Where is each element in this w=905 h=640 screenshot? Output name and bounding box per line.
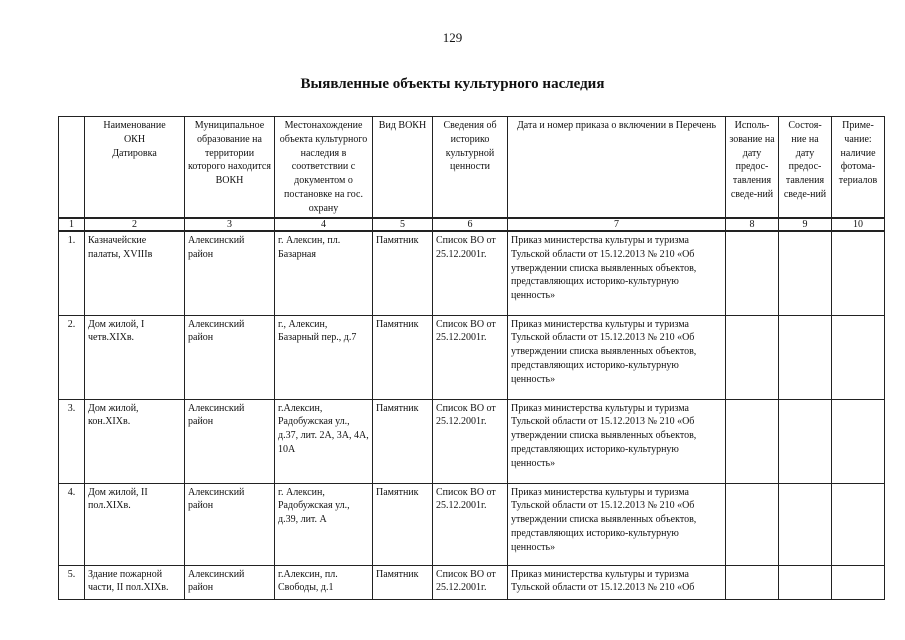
- object-kind: Памятник: [373, 315, 433, 399]
- document-title: Выявленные объекты культурного наследия: [300, 76, 605, 92]
- location: г.Алексин, пл. Свободы, д.1: [275, 565, 373, 599]
- column-number: 2: [85, 218, 185, 232]
- condition: [779, 565, 832, 599]
- column-number: 5: [373, 218, 433, 232]
- column-number: 8: [726, 218, 779, 232]
- location: г., Алексин, Базарный пер., д.7: [275, 315, 373, 399]
- location: г.Алексин, Радобужская ул., д.37, лит. 2А, 3А, 4А, 10А: [275, 399, 373, 483]
- municipality: Алексинский район: [185, 315, 275, 399]
- column-number: 9: [779, 218, 832, 232]
- condition: [779, 399, 832, 483]
- object-name: Казначейские палаты, XVIIIв: [85, 231, 185, 315]
- object-name: Здание пожарной части, II пол.XIXв.: [85, 565, 185, 599]
- note: [832, 565, 885, 599]
- page-number: 129: [442, 30, 463, 45]
- header-cell-municipality: Муниципальное образование на территории которого находится ВОКН: [185, 117, 275, 218]
- municipality: Алексинский район: [185, 231, 275, 315]
- condition: [779, 315, 832, 399]
- object-kind: Памятник: [373, 483, 433, 565]
- note: [832, 315, 885, 399]
- location: г. Алексин, Радобужская ул., д.39, лит. А: [275, 483, 373, 565]
- row-number: 2.: [59, 315, 85, 399]
- municipality: Алексинский район: [185, 565, 275, 599]
- inclusion-order: Приказ министерства культуры и туризма Тульской области от 15.12.2013 № 210 «Об: [508, 565, 726, 599]
- table-row: [59, 565, 885, 599]
- row-number: 4.: [59, 483, 85, 565]
- condition: [779, 231, 832, 315]
- heritage-info: Список ВО от 25.12.2001г.: [433, 315, 508, 399]
- condition: [779, 483, 832, 565]
- header-cell-name: [85, 117, 185, 218]
- table-row: [59, 231, 885, 315]
- row-number: 1.: [59, 231, 85, 315]
- header-cell-location: Местонахождение объекта культурного наследия в соответствии с документом о постановке на гос. охрану: [275, 117, 373, 218]
- usage: [726, 483, 779, 565]
- inclusion-order: Приказ министерства культуры и туризма Тульской области от 15.12.2013 № 210 «Об утверждении списка выявленных объектов, представляющих историко-культурную ценность»: [508, 483, 726, 565]
- usage: [726, 565, 779, 599]
- object-kind: Памятник: [373, 231, 433, 315]
- header-cell-info: Сведения об историко культурной ценности: [433, 117, 508, 218]
- object-kind: Памятник: [373, 399, 433, 483]
- column-number: 1: [59, 218, 85, 232]
- header-cell-note: Приме-чание: наличие фотома-териалов: [832, 117, 885, 218]
- usage: [726, 315, 779, 399]
- column-number: 6: [433, 218, 508, 232]
- header-name-text: Наименование ОКН Датировка: [103, 120, 166, 159]
- municipality: Алексинский район: [185, 483, 275, 565]
- inclusion-order: Приказ министерства культуры и туризма Тульской области от 15.12.2013 № 210 «Об утверждении списка выявленных объектов, представляющих историко-культурную ценность»: [508, 315, 726, 399]
- object-kind: Памятник: [373, 565, 433, 599]
- heritage-info: Список ВО от 25.12.2001г.: [433, 231, 508, 315]
- header-cell-usage: Исполь-зование на дату предос-тавления сведе-ний: [726, 117, 779, 218]
- usage: [726, 231, 779, 315]
- header-cell-order: Дата и номер приказа о включении в Перечень: [508, 117, 726, 218]
- table-row: [59, 399, 885, 483]
- municipality: Алексинский район: [185, 399, 275, 483]
- table-header-row: [59, 117, 885, 218]
- table-row: [59, 483, 885, 565]
- object-name: Дом жилой, кон.XIXв.: [85, 399, 185, 483]
- header-cell-kind: Вид ВОКН: [373, 117, 433, 218]
- note: [832, 231, 885, 315]
- heritage-info: Список ВО от 25.12.2001г.: [433, 399, 508, 483]
- heritage-info: Список ВО от 25.12.2001г.: [433, 565, 508, 599]
- heritage-info: Список ВО от 25.12.2001г.: [433, 483, 508, 565]
- object-name: Дом жилой, II пол.XIXв.: [85, 483, 185, 565]
- note: [832, 483, 885, 565]
- column-number: 3: [185, 218, 275, 232]
- header-cell-condition: Состоя-ние на дату предос-тавления сведе-ний: [779, 117, 832, 218]
- usage: [726, 399, 779, 483]
- heritage-registry-table: [58, 116, 885, 600]
- column-number: 4: [275, 218, 373, 232]
- object-name: Дом жилой, I четв.XIXв.: [85, 315, 185, 399]
- column-number: 7: [508, 218, 726, 232]
- header-cell-num: [59, 117, 85, 218]
- row-number: 3.: [59, 399, 85, 483]
- column-number-row: [59, 218, 885, 232]
- row-number: 5.: [59, 565, 85, 599]
- column-number: 10: [832, 218, 885, 232]
- inclusion-order: Приказ министерства культуры и туризма Тульской области от 15.12.2013 № 210 «Об утверждении списка выявленных объектов, представляющих историко-культурную ценность»: [508, 231, 726, 315]
- note: [832, 399, 885, 483]
- table-row: [59, 315, 885, 399]
- inclusion-order: Приказ министерства культуры и туризма Тульской области от 15.12.2013 № 210 «Об утверждении списка выявленных объектов, представляющих историко-культурную ценность»: [508, 399, 726, 483]
- location: г. Алексин, пл. Базарная: [275, 231, 373, 315]
